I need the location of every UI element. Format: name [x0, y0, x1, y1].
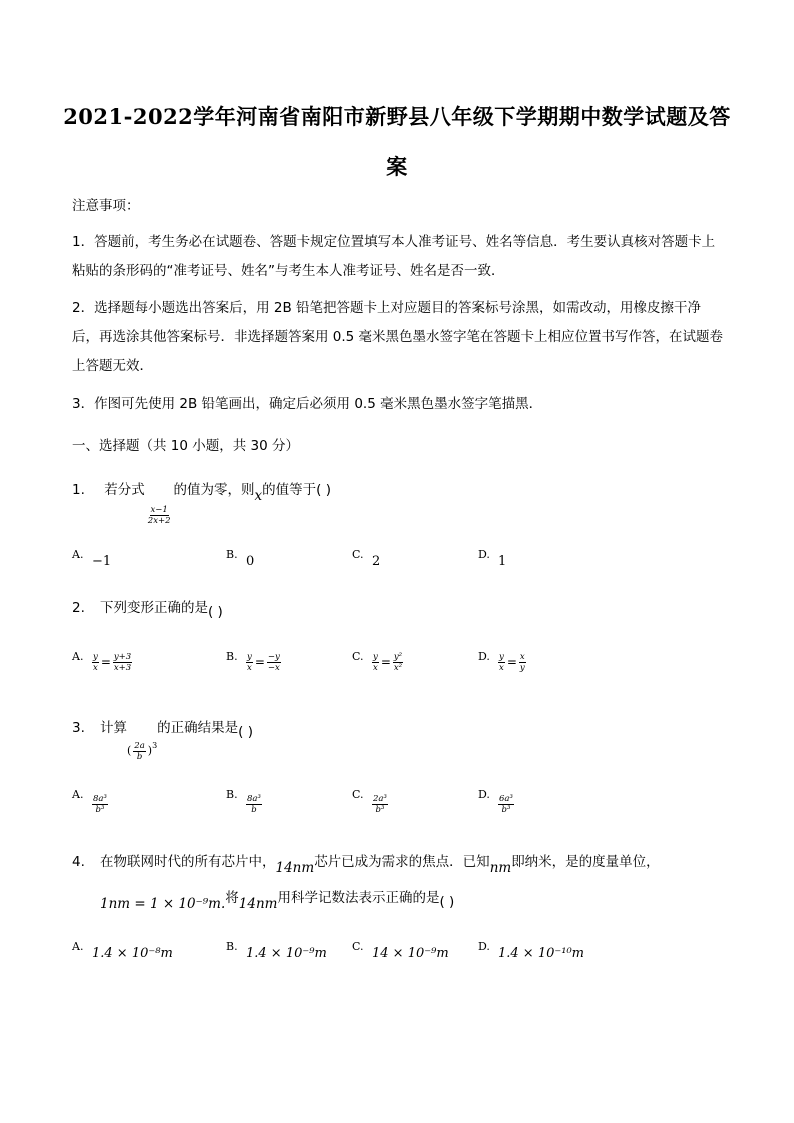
question-text: 将	[225, 890, 239, 906]
question-number: 1.	[72, 482, 85, 498]
numerator: y	[247, 652, 252, 662]
numerator: y+3	[113, 652, 132, 662]
option-value	[370, 794, 390, 815]
note-item-2: 2．选择题每小题选出答案后，用 2B 铅笔把答题卡上对应题目的答案标号涂黑，如需改动，用橡皮擦干净后，再选涂其他答案标号．非选择题答案用 0.5 毫米黑色墨水签字笔在答题卡上相应位置书写作答，在试题卷上答题无效．	[72, 300, 724, 374]
power-expression: ( $\frac{2a}{b}$ )$^3$	[127, 740, 158, 762]
option-label: D.	[478, 940, 490, 953]
page-title: 2021-2022学年河南省南阳市新野县八年级下学期期中数学试题及答案	[63, 104, 731, 179]
denominator: y	[519, 663, 525, 673]
math-expression: nm	[489, 860, 512, 876]
question-text: 下列变形正确的是	[100, 600, 208, 616]
section-heading: 一、选择题（共 10 小题，共 30 分）	[72, 438, 300, 454]
option-value: $\frac{y}{x}$ = $\frac{x}{y}$	[499, 652, 525, 673]
numerator: 2a³	[373, 794, 387, 804]
numerator: y	[499, 652, 504, 662]
option-label: A.	[72, 788, 84, 801]
math-expression: 14nm	[275, 860, 315, 876]
answer-paren: ( )	[316, 482, 331, 498]
question-number: 2.	[72, 600, 85, 616]
question-4-line-2	[100, 888, 454, 914]
option-value: 1.4 × 10⁻⁸m	[92, 946, 173, 961]
question-text: 芯片已成为需求的焦点．已知	[314, 854, 490, 870]
numerator: 6a³	[499, 794, 513, 804]
denominator: x	[373, 663, 378, 673]
option-label: B.	[226, 788, 238, 801]
question-text: 在物联网时代的所有芯片中，	[100, 854, 276, 870]
option-value: −1	[92, 554, 112, 569]
option-value: 1.4 × 10⁻⁹m	[246, 946, 327, 961]
question-text: 用科学记数法表示正确的是	[277, 890, 440, 906]
note-item-3: 3．作图可先使用 2B 铅笔画出，确定后必须用 0.5 毫米黑色墨水签字笔描黑．	[72, 396, 543, 412]
question-text: 的正确结果是	[157, 720, 239, 736]
fraction	[147, 505, 172, 526]
denominator: −x	[267, 663, 280, 673]
option-label: A.	[72, 940, 84, 953]
option-label: B.	[226, 548, 238, 561]
option-label: A.	[72, 650, 84, 663]
question-4-line-1	[72, 852, 660, 878]
denominator: x	[93, 663, 98, 673]
answer-paren: ( )	[208, 604, 223, 620]
option-label: D.	[478, 548, 490, 561]
option-value: 1.4 × 10⁻¹⁰m	[498, 946, 584, 961]
math-var: x	[254, 488, 263, 504]
denominator: b	[251, 805, 257, 815]
exponent: 3	[152, 741, 158, 750]
numerator: 8a³	[247, 794, 261, 804]
math-expression: 14nm	[238, 896, 278, 912]
option-label: C.	[352, 788, 364, 801]
numerator: y	[373, 652, 378, 662]
numerator: y²	[393, 652, 403, 662]
option-value	[90, 794, 110, 815]
option-value: 2	[372, 554, 381, 569]
option-label: A.	[72, 548, 84, 561]
question-1	[72, 480, 331, 526]
question-text: 的值为零，则	[173, 482, 255, 498]
option-label: B.	[226, 940, 238, 953]
option-value: 14 × 10⁻⁹m	[372, 946, 449, 961]
option-value: 0	[246, 554, 255, 569]
question-number: 3.	[72, 720, 85, 736]
option-label: C.	[352, 548, 364, 561]
option-label: B.	[226, 650, 238, 663]
answer-paren: ( )	[439, 894, 455, 910]
option-label: C.	[352, 940, 364, 953]
question-text: 的值等于	[262, 482, 317, 498]
denominator: x	[247, 663, 252, 673]
answer-paren: ( )	[238, 724, 253, 740]
numerator: y	[93, 652, 98, 662]
question-text: 即纳米，是的度量单位，	[511, 854, 660, 870]
notes-heading: 注意事项：	[72, 198, 140, 214]
numerator: x−1	[150, 505, 168, 515]
option-value: $\frac{y}{x}$ = $\frac{y+3}{x+3}$	[93, 652, 132, 673]
denominator: b³	[95, 805, 105, 815]
numerator: −y	[267, 652, 280, 662]
denominator: b³	[501, 805, 511, 815]
numerator: 8a³	[93, 794, 107, 804]
question-3	[72, 718, 253, 762]
option-label: C.	[352, 650, 364, 663]
denominator: x²	[393, 663, 403, 673]
question-text: 若分式	[104, 482, 145, 498]
denominator: x	[499, 663, 504, 673]
denominator: b	[136, 751, 143, 762]
math-expression: 1nm = 1 × 10⁻⁹m.	[100, 896, 226, 912]
denominator: 2x+2	[147, 516, 171, 526]
question-number: 4.	[72, 854, 85, 870]
option-label: D.	[478, 650, 490, 663]
numerator: 2a	[134, 740, 145, 751]
option-label: D.	[478, 788, 490, 801]
denominator: x+3	[113, 663, 132, 673]
question-text: 计算	[100, 720, 127, 736]
question-2	[72, 598, 223, 622]
note-item-1: 1．答题前，考生务必在试题卷、答题卡规定位置填写本人准考证号、姓名等信息．考生要认真核对答题卡上粘贴的条形码的“准考证号、姓名”与考生本人准考证号、姓名是否一致．	[72, 234, 716, 279]
option-value	[496, 794, 516, 815]
numerator: x	[519, 652, 525, 662]
denominator: b³	[375, 805, 385, 815]
option-value: 1	[498, 554, 507, 569]
option-value: $\frac{y}{x}$ = $\frac{-y}{-x}$	[247, 652, 280, 673]
option-value	[244, 794, 264, 815]
option-value: $\frac{y}{x}$ = $\frac{\text{y²}}{\text{x²}}$	[373, 652, 403, 673]
